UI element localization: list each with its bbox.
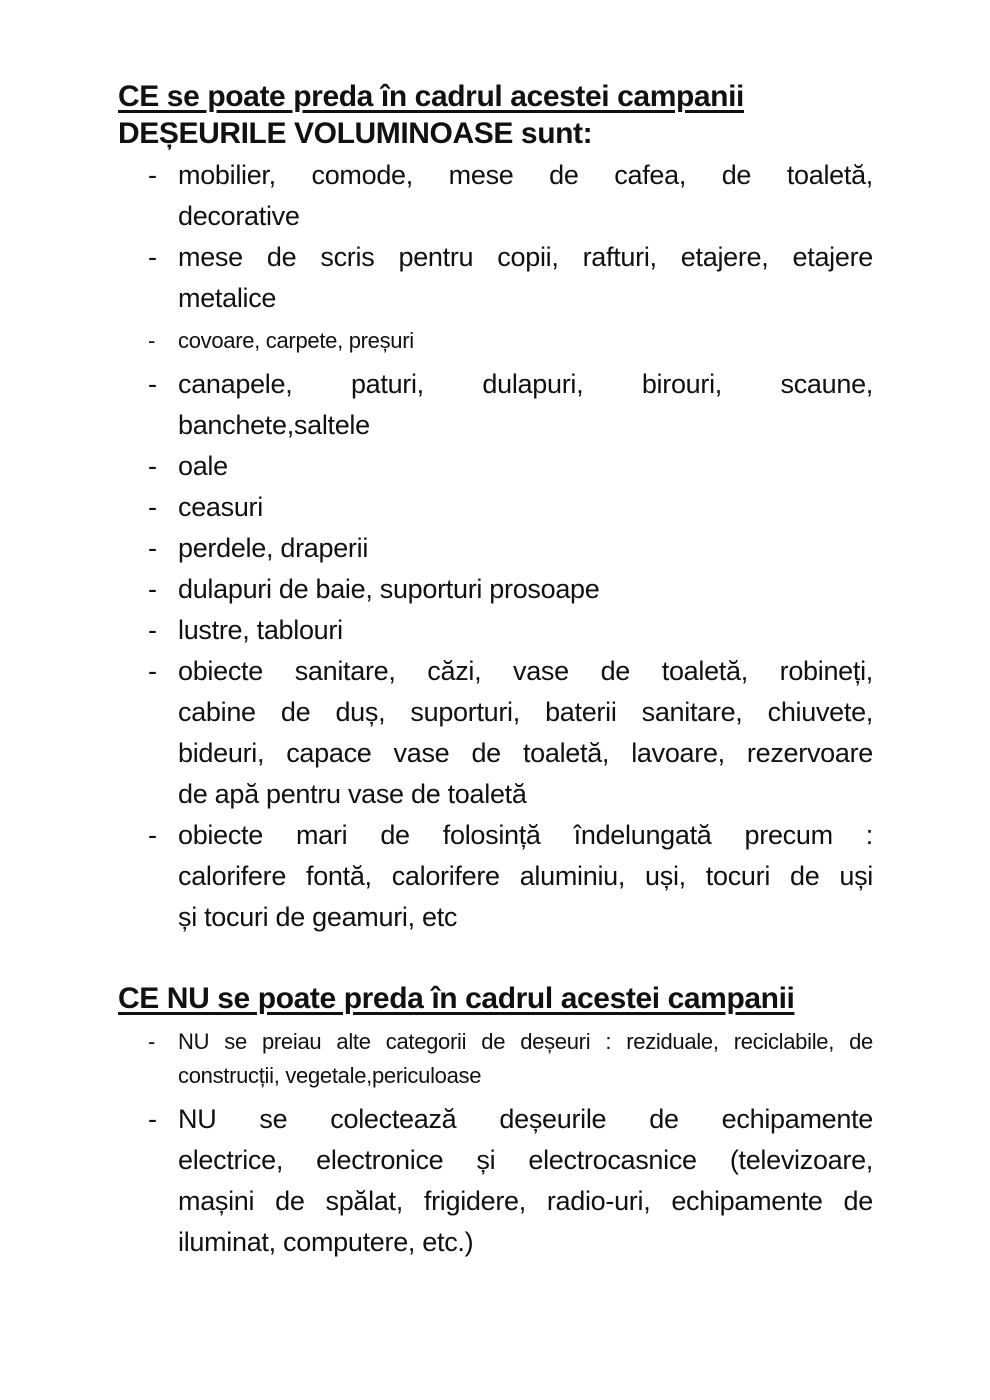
list-item-line: iluminat, computere, etc.) (178, 1227, 474, 1257)
list-item-line: obiecte mari de folosință îndelungată precum : (178, 820, 873, 850)
list-item (118, 487, 873, 528)
list-item-line: bideuri, capace vase de toaletă, lavoare, rezervoare (178, 738, 873, 768)
list-item-line: mașini de spălat, frigidere, radio-uri, echipamente de (178, 1186, 873, 1216)
forbidden-items-list (118, 1025, 873, 1263)
bullet-dash-marker: - (148, 574, 157, 604)
list-item (118, 364, 873, 446)
list-item (118, 815, 873, 938)
list-item-text (178, 155, 873, 237)
bullet-dash-marker: - (148, 533, 157, 563)
list-item-text (178, 487, 873, 528)
list-item-line: ceasuri (178, 492, 263, 522)
list-item-line: mobilier, comode, mese de cafea, de toaletă, (178, 160, 873, 190)
list-item-text (178, 651, 873, 815)
bullet-dash-marker: - (148, 451, 157, 481)
list-item (118, 1025, 873, 1093)
list-item-line: banchete,saltele (178, 410, 370, 440)
section1-title: CE se poate preda în cadrul acestei campanii (118, 80, 744, 113)
bullet-dash-marker: - (148, 328, 156, 353)
section-forbidden-items (118, 980, 873, 1263)
list-item-text (178, 237, 873, 319)
list-item-text (178, 569, 873, 610)
list-item (118, 237, 873, 319)
list-item-text (178, 324, 873, 358)
list-item (118, 528, 873, 569)
bullet-dash-marker: - (148, 820, 157, 850)
list-item-line: lustre, tablouri (178, 615, 343, 645)
list-item (118, 324, 873, 358)
list-item (118, 155, 873, 237)
bullet-dash-marker: - (148, 492, 157, 522)
list-item-text (178, 815, 873, 938)
bullet-dash-marker: - (148, 615, 157, 645)
list-item (118, 651, 873, 815)
section2-title: CE NU se poate preda în cadrul acestei campanii (118, 982, 795, 1015)
bullet-dash-marker: - (148, 242, 157, 272)
list-item-line: metalice (178, 283, 277, 313)
bullet-dash-marker: - (148, 369, 157, 399)
list-item-line: NU se colectează deșeurile de echipamente (178, 1104, 873, 1134)
list-item-line: mese de scris pentru copii, rafturi, etajere, etajere (178, 242, 873, 272)
bullet-dash-marker: - (148, 656, 157, 686)
list-item-line: canapele, paturi, dulapuri, birouri, scaune, (178, 369, 873, 399)
list-item (118, 446, 873, 487)
list-item-line: electrice, electronice și electrocasnice (televizoare, (178, 1145, 873, 1175)
list-item-text (178, 610, 873, 651)
list-item-text (178, 364, 873, 446)
list-item-text (178, 1099, 873, 1263)
list-item-text (178, 528, 873, 569)
list-item-line: oale (178, 451, 228, 481)
list-item-line: obiecte sanitare, căzi, vase de toaletă, robineți, (178, 656, 873, 686)
list-item-line: de apă pentru vase de toaletă (178, 779, 527, 809)
list-item (118, 1099, 873, 1263)
list-item-line: construcții, vegetale,periculoase (178, 1063, 482, 1088)
list-item-line: calorifere fontă, calorifere aluminiu, uși, tocuri de uși (178, 861, 873, 891)
list-item-line: NU se preiau alte categorii de deșeuri : reziduale, reciclabile, de (178, 1029, 873, 1054)
section1-subtitle: DEȘEURILE VOLUMINOASE sunt: (118, 117, 593, 150)
list-item-line: cabine de duș, suporturi, baterii sanitare, chiuvete, (178, 697, 873, 727)
list-item-text (178, 446, 873, 487)
bullet-dash-marker: - (148, 160, 157, 190)
list-item-line: covoare, carpete, preșuri (178, 328, 414, 353)
bullet-dash-marker: - (148, 1104, 157, 1134)
section-allowed-items (118, 78, 873, 938)
list-item-line: și tocuri de geamuri, etc (178, 902, 458, 932)
list-item-text (178, 1025, 873, 1093)
list-item (118, 610, 873, 651)
list-item (118, 569, 873, 610)
list-item-line: perdele, draperii (178, 533, 369, 563)
list-item-line: decorative (178, 201, 300, 231)
allowed-items-list (118, 155, 873, 938)
bullet-dash-marker: - (148, 1029, 156, 1054)
list-item-line: dulapuri de baie, suporturi prosoape (178, 574, 600, 604)
